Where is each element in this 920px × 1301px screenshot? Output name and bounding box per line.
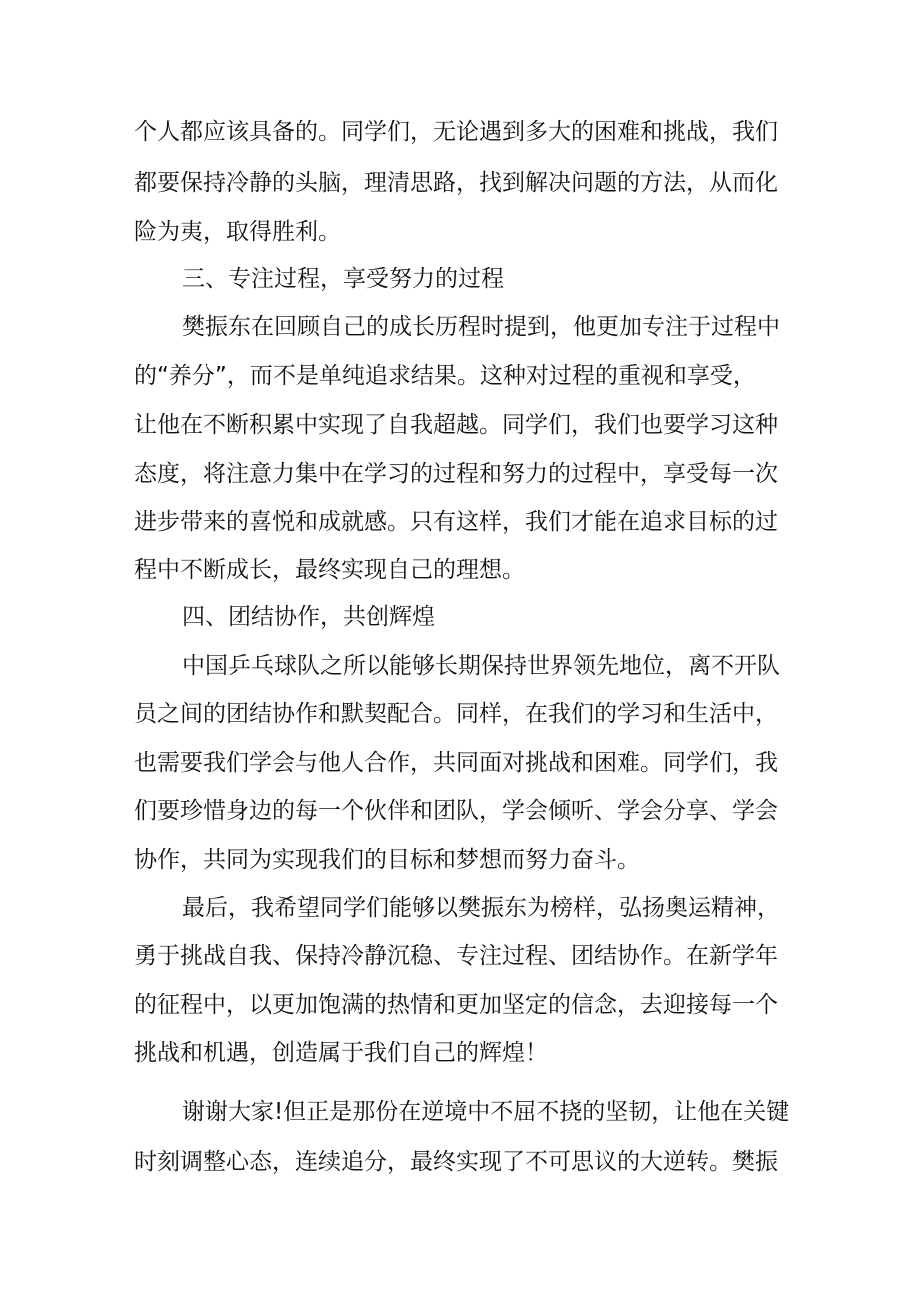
text-line: 们要珍惜身边的每一个伙伴和团队，学会倾听、学会分享、学会 xyxy=(134,798,778,824)
text-line: 最后，我希望同学们能够以樊振东为榜样，弘扬奥运精神， xyxy=(182,895,780,921)
text-line: 谢谢大家!但正是那份在逆境中不屈不挠的坚韧，让他在关键 xyxy=(182,1099,790,1125)
text-line: 员之间的团结协作和默契配合。同样，在我们的学习和生活中， xyxy=(134,701,778,727)
text-line: 勇于挑战自我、保持冷静沉稳、专注过程、团结协作。在新学年 xyxy=(134,943,778,969)
text-line: 挑战和机遇，创造属于我们自己的辉煌！ xyxy=(134,1040,548,1066)
text-line: 个人都应该具备的。同学们，无论遇到多大的困难和挑战，我们 xyxy=(134,119,778,145)
text-line: 的征程中，以更加饱满的热情和更加坚定的信念，去迎接每一个 xyxy=(134,992,778,1018)
text-line: 都要保持冷静的头脑，理清思路，找到解决问题的方法，从而化 xyxy=(134,170,778,196)
text-line: 协作，共同为实现我们的目标和梦想而努力奋斗。 xyxy=(134,847,640,873)
text-line: 让他在不断积累中实现了自我超越。同学们，我们也要学习这种 xyxy=(134,412,778,438)
text-line: 程中不断成长，最终实现自己的理想。 xyxy=(134,557,525,583)
text-line: 时刻调整心态，连续追分，最终实现了不可思议的大逆转。樊振 xyxy=(134,1149,778,1175)
text-line: 中国乒乓球队之所以能够长期保持世界领先地位，离不开队 xyxy=(182,653,780,679)
text-line: 险为夷，取得胜利。 xyxy=(134,219,341,245)
text-line: 樊振东在回顾自己的成长历程时提到，他更加专注于过程中 xyxy=(182,314,780,340)
text-line: 进步带来的喜悦和成就感。只有这样，我们才能在追求目标的过 xyxy=(134,509,778,535)
text-line: 态度，将注意力集中在学习的过程和努力的过程中，享受每一次 xyxy=(134,461,778,487)
section-heading: 四、团结协作，共创辉煌 xyxy=(182,604,435,630)
section-heading: 三、专注过程，享受努力的过程 xyxy=(182,266,504,292)
text-line: 也需要我们学会与他人合作，共同面对挑战和困难。同学们，我 xyxy=(134,750,778,776)
text-line: 的“养分”，而不是单纯追求结果。这种对过程的重视和享受， xyxy=(134,363,756,389)
